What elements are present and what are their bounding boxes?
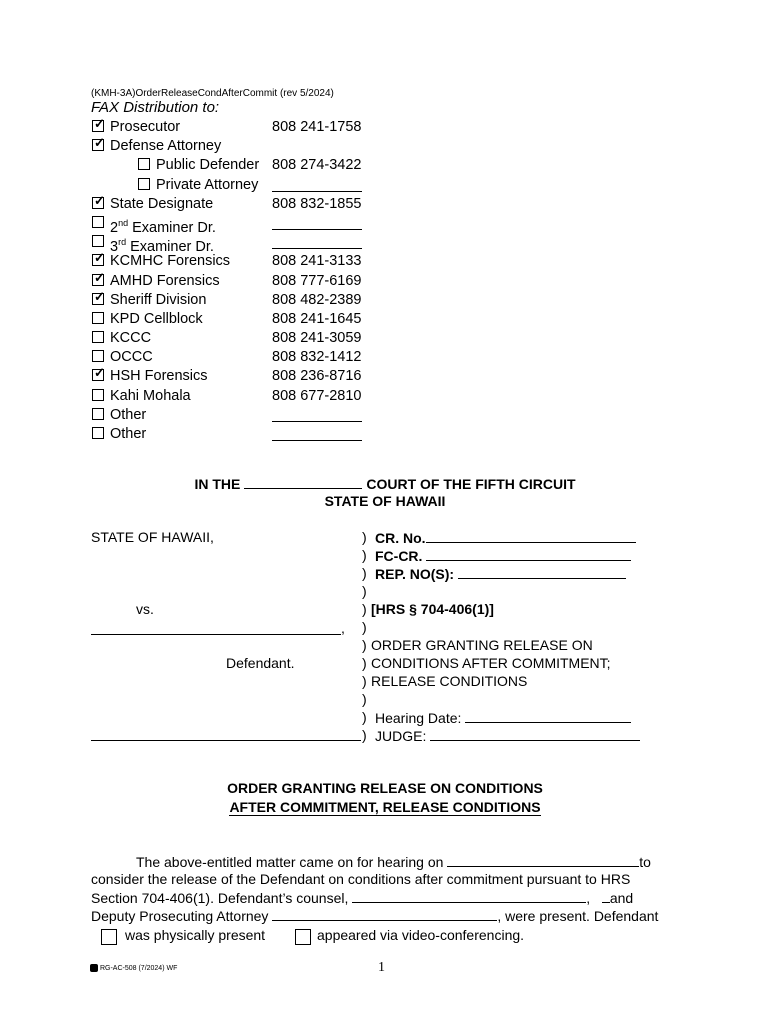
- physically-present-checkbox[interactable]: [101, 929, 117, 945]
- checked-box-icon[interactable]: [92, 192, 105, 209]
- rep-nos-label: REP. NO(S):: [375, 565, 626, 582]
- check-mark-icon: ✓: [94, 288, 105, 304]
- body-line2: consider the release of the Defendant on conditions after commitment pursuant to HRS: [91, 871, 631, 887]
- paren: ): [362, 655, 367, 671]
- distribution-row: [92, 137, 392, 156]
- distribution-label: AMHD Forensics: [110, 272, 220, 289]
- fax-number-blank[interactable]: [272, 248, 362, 249]
- fax-number: 808 832-1855: [272, 195, 362, 212]
- distribution-row: [92, 288, 392, 310]
- distribution-label: KPD Cellblock: [110, 310, 203, 327]
- video-conferencing-label: appeared via video-conferencing.: [317, 927, 525, 943]
- hearing-blank[interactable]: [447, 853, 639, 867]
- distribution-row: [92, 118, 392, 137]
- copyright-icon: [90, 964, 98, 972]
- checkbox[interactable]: [92, 389, 104, 401]
- checkbox[interactable]: [92, 408, 104, 420]
- fax-number-blank[interactable]: [272, 440, 362, 441]
- distribution-label: Defense Attorney: [110, 138, 222, 155]
- court-heading-line1: [0, 474, 770, 492]
- defense-counsel-blank[interactable]: [352, 889, 586, 903]
- paren: ): [362, 601, 367, 617]
- check-mark-icon: ✓: [94, 250, 105, 266]
- check-mark-icon: ✓: [94, 116, 105, 131]
- plaintiff-label: STATE OF HAWAII,: [91, 529, 214, 545]
- paren: ): [362, 637, 367, 653]
- fax-number: 808 241-1645: [272, 310, 362, 327]
- checked-box-icon[interactable]: [92, 288, 105, 305]
- checked-box-icon[interactable]: [92, 269, 105, 286]
- checkbox[interactable]: [92, 331, 104, 343]
- paren: ): [362, 529, 367, 545]
- checked-box-icon[interactable]: [92, 365, 105, 381]
- hrs-citation: [HRS § 704-406(1)]: [371, 601, 494, 617]
- checkbox[interactable]: [92, 350, 104, 362]
- checkbox[interactable]: [92, 235, 104, 247]
- check-mark-icon: ✓: [94, 365, 105, 381]
- checkbox[interactable]: [138, 178, 150, 190]
- fax-number: 808 241-3133: [272, 253, 362, 270]
- distribution-label: KCMHC Forensics: [110, 253, 231, 270]
- distribution-label: 3rd Examiner Dr.: [110, 237, 214, 255]
- fax-number-blank[interactable]: [272, 421, 362, 422]
- distribution-row: [92, 348, 392, 367]
- fax-number: 808 677-2810: [272, 387, 362, 404]
- paren: ): [362, 691, 367, 707]
- fc-cr-blank[interactable]: [426, 547, 631, 561]
- checkbox[interactable]: [138, 158, 150, 170]
- distribution-label: OCCC: [110, 349, 153, 366]
- distribution-row: [92, 425, 392, 444]
- body-line3: Section 704-406(1). Defendant’s counsel, , and: [91, 890, 634, 906]
- court-suffix: COURT OF THE FIFTH CIRCUIT: [366, 476, 576, 492]
- distribution-label: Sheriff Division: [110, 291, 207, 308]
- physically-present-label: was physically present: [125, 927, 266, 943]
- distribution-label: Kahi Mohala: [110, 387, 191, 404]
- fc-cr-label: FC-CR.: [375, 547, 631, 564]
- defendant-name-blank[interactable]: [91, 634, 341, 635]
- paren: ): [362, 619, 367, 635]
- checked-box-icon[interactable]: [92, 250, 105, 266]
- distribution-label: HSH Forensics: [110, 368, 208, 385]
- distribution-row: [92, 406, 392, 425]
- cr-no-blank[interactable]: [426, 529, 636, 543]
- judge-blank[interactable]: [430, 727, 640, 741]
- checkbox[interactable]: [92, 312, 104, 324]
- fax-number-blank[interactable]: [272, 229, 362, 230]
- order-title-line1: ORDER GRANTING RELEASE ON: [371, 637, 593, 653]
- paren: ): [362, 673, 367, 689]
- fax-distribution-heading: FAX Distribution to:: [91, 99, 220, 116]
- paren: ): [362, 565, 367, 581]
- distribution-label: State Designate: [110, 195, 214, 212]
- defendant-label: Defendant.: [226, 655, 295, 671]
- court-prefix: IN THE: [194, 476, 241, 492]
- fax-number: 808 777-6169: [272, 272, 362, 289]
- distribution-row: [92, 233, 392, 255]
- deputy-prosecutor-blank[interactable]: [272, 907, 497, 921]
- page-number: 1: [378, 960, 385, 975]
- caption-bottom-rule: [91, 740, 361, 741]
- body-line1: The above-entitled matter came on for hearing on to: [136, 854, 651, 870]
- checkbox[interactable]: [92, 427, 104, 439]
- distribution-row: [92, 252, 392, 271]
- distribution-row: [92, 192, 392, 214]
- order-title-line1-main: ORDER GRANTING RELEASE ON CONDITIONS: [227, 780, 543, 796]
- paren: ): [362, 583, 367, 599]
- distribution-label: Private Attorney: [156, 176, 259, 193]
- court-name-blank[interactable]: [244, 474, 362, 489]
- footer-code: RG-AC-508 (7/2024) WF: [90, 964, 177, 972]
- checked-box-icon[interactable]: [92, 135, 105, 151]
- judge-label: JUDGE:: [375, 727, 640, 744]
- comma: ,: [341, 620, 345, 636]
- distribution-row: [92, 214, 392, 236]
- distribution-label: Other: [110, 406, 147, 423]
- hearing-date-blank[interactable]: [465, 709, 631, 723]
- check-mark-icon: ✓: [94, 269, 105, 285]
- fax-number: 808 482-2389: [272, 291, 362, 308]
- distribution-row: [92, 176, 392, 195]
- distribution-label: Prosecutor: [110, 119, 181, 135]
- fax-number: 808 236-8716: [272, 368, 362, 385]
- distribution-label: KCCC: [110, 330, 152, 347]
- paren: ): [362, 727, 367, 743]
- distribution-row: [92, 269, 392, 291]
- distribution-label: Public Defender: [156, 157, 260, 174]
- checkbox[interactable]: [92, 216, 104, 228]
- distribution-row: [92, 310, 392, 329]
- video-conferencing-checkbox[interactable]: [295, 929, 311, 945]
- vs-label: vs.: [136, 601, 154, 617]
- distribution-label: 2nd Examiner Dr.: [110, 217, 216, 236]
- fax-number: 808 274-3422: [272, 157, 362, 174]
- distribution-label: Other: [110, 426, 147, 442]
- distribution-row: [92, 329, 392, 348]
- hearing-date-label: Hearing Date:: [375, 709, 631, 726]
- cr-no-label: CR. No.: [375, 529, 636, 546]
- distribution-row: [92, 156, 392, 175]
- fax-distribution-list: [92, 118, 392, 444]
- form-id: (KMH-3A)OrderReleaseCondAfterCommit (rev 5/2024): [91, 88, 334, 99]
- distribution-row: [92, 367, 392, 386]
- check-mark-icon: ✓: [94, 192, 105, 208]
- distribution-row: [92, 387, 392, 406]
- rep-nos-blank[interactable]: [458, 565, 626, 579]
- court-heading-line2: STATE OF HAWAII: [324, 493, 446, 509]
- fax-number: 808 832-1412: [272, 349, 362, 366]
- paren: ): [362, 547, 367, 563]
- paren: ): [362, 709, 367, 725]
- order-title-line2: CONDITIONS AFTER COMMITMENT;: [371, 655, 611, 671]
- fax-number: 808 241-1758: [272, 119, 362, 135]
- order-title-line2-main: AFTER COMMITMENT, RELEASE CONDITIONS: [229, 799, 541, 815]
- body-line4: Deputy Prosecuting Attorney , were present. Defendant: [91, 908, 659, 924]
- checked-box-icon[interactable]: [92, 116, 105, 132]
- fax-number: 808 241-3059: [272, 330, 362, 347]
- order-title-line3: RELEASE CONDITIONS: [371, 673, 528, 689]
- check-mark-icon: ✓: [94, 135, 105, 151]
- fax-number-blank[interactable]: [272, 191, 362, 192]
